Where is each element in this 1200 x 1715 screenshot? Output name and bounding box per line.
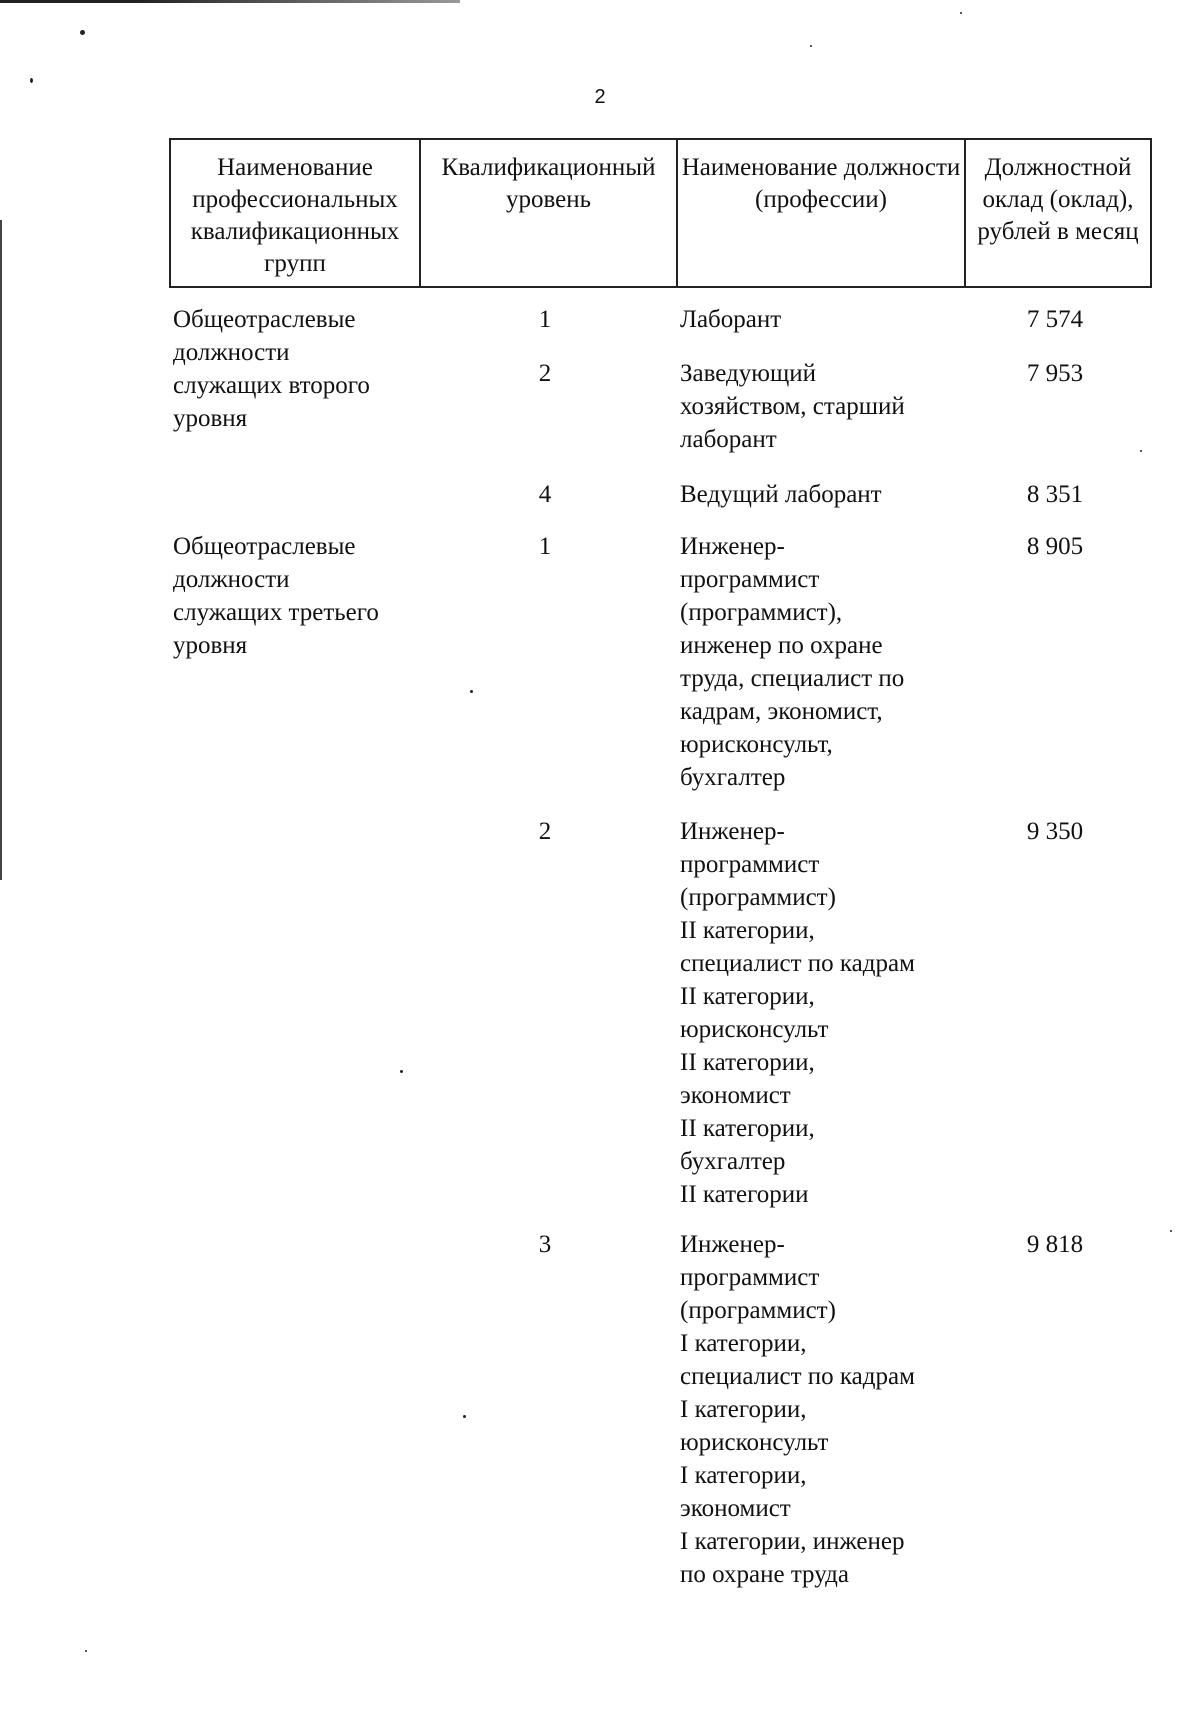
position-cell: Инженер- программист (программист) II категории, специалист по кадрам II категории, юрисконсульт II категории, экономист II категории, бухгалтер II категории	[680, 818, 915, 1208]
scan-speck	[463, 1415, 466, 1418]
scan-speck	[30, 78, 33, 83]
position-cell: Инженер- программист (программист) I категории, специалист по кадрам I категории, юрисконсульт I категории, экономист I категории, инженер по охране труда	[680, 1231, 915, 1588]
header-group: Наименование профессиональных квалификационных групп	[170, 139, 420, 287]
header-level: Квалификационный уровень	[420, 139, 677, 287]
level-cell: 2	[538, 360, 552, 387]
level-cell: 3	[538, 1231, 552, 1258]
scan-speck	[470, 690, 473, 693]
level-cell: 1	[538, 306, 552, 333]
scan-left-edge	[0, 220, 2, 880]
scan-speck	[960, 12, 962, 14]
group-cell: Общеотраслевые должности служащих третьего уровня	[173, 533, 379, 659]
position-cell: Инженер- программист (программист), инженер по охране труда, специалист по кадрам, экономист, юрисконсульт, бухгалтер	[680, 533, 905, 791]
level-cell: 2	[538, 818, 552, 845]
salary-cell: 7 953	[1026, 360, 1084, 387]
header-row	[170, 139, 1151, 287]
header-position: Наименование должности (профессии)	[677, 139, 965, 287]
page-number: 2	[594, 86, 606, 108]
salary-cell: 8 905	[1026, 533, 1084, 560]
scan-speck	[400, 1070, 403, 1073]
salary-cell: 7 574	[1026, 306, 1084, 333]
scan-speck	[1170, 1230, 1172, 1232]
salary-cell: 8 351	[1026, 481, 1084, 508]
scan-speck	[80, 30, 85, 35]
scan-speck	[810, 45, 812, 47]
level-cell: 4	[538, 481, 552, 508]
level-cell: 1	[538, 533, 552, 560]
group-cell: Общеотраслевые должности служащих второго уровня	[173, 306, 370, 432]
salary-cell: 9 818	[1026, 1231, 1084, 1258]
table-header	[169, 138, 1152, 288]
position-cell: Лаборант	[680, 306, 782, 333]
scan-speck	[85, 1650, 87, 1652]
header-salary: Должностной оклад (оклад), рублей в месяц	[965, 139, 1151, 287]
position-cell: Ведущий лаборант	[680, 481, 882, 508]
position-cell: Заведующий хозяйством, старший лаборант	[680, 360, 905, 453]
scan-edge-line	[0, 0, 460, 3]
scan-speck	[1140, 450, 1142, 452]
salary-cell: 9 350	[1026, 818, 1084, 845]
